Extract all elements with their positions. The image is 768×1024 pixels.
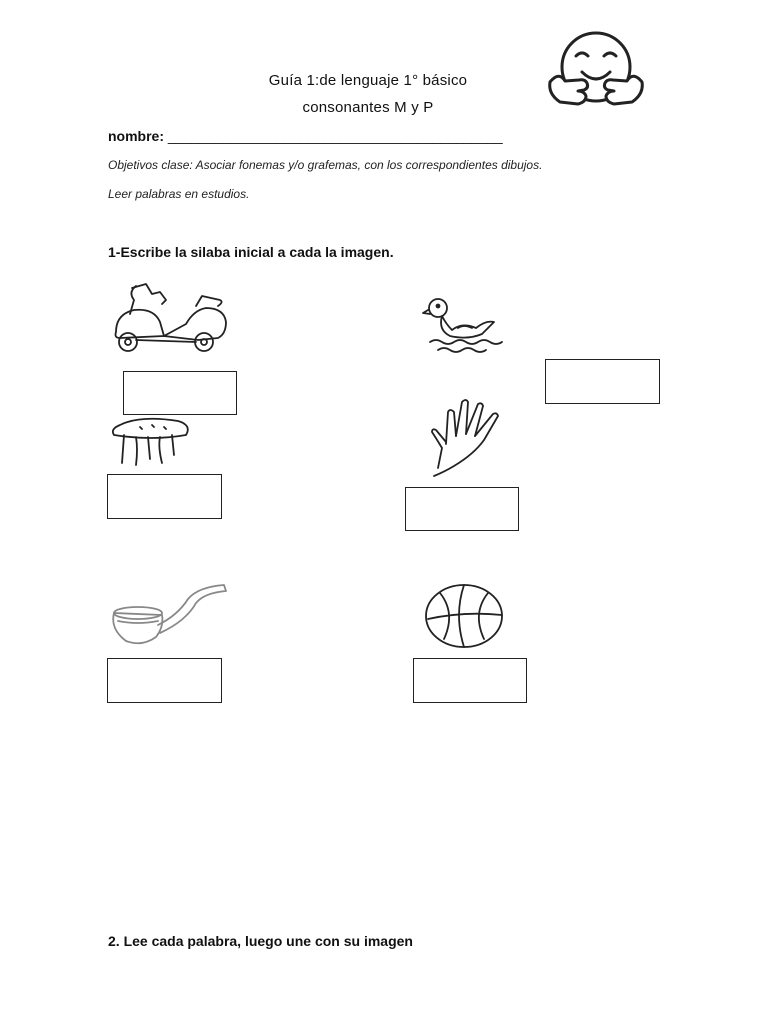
objective-text: Objetivos clase: Asociar fonemas y/o grafemas, con los correspondientes dibujos. [108, 158, 543, 172]
answer-box-duck[interactable] [545, 359, 660, 404]
answer-box-hand[interactable] [405, 487, 519, 531]
objective-text-2: Leer palabras en estudios. [108, 187, 250, 201]
scooter-icon [108, 280, 230, 360]
answer-box-scooter[interactable] [123, 371, 237, 415]
exercise1-instruction: 1-Escribe la silaba inicial a cada la imagen. [108, 244, 394, 260]
hugging-face-icon [546, 30, 646, 110]
name-label: nombre: [108, 128, 164, 144]
worksheet-subtitle: consonantes M y P [302, 99, 434, 116]
name-field-row [108, 128, 503, 144]
jellyfish-icon [110, 413, 192, 467]
name-write-line[interactable]: ___________________________________________ [167, 128, 503, 144]
worksheet-title: Guía 1:de lenguaje 1° básico [268, 72, 468, 89]
exercise2-instruction: 2. Lee cada palabra, luego une con su imagen [108, 933, 413, 949]
hand-icon [430, 400, 512, 472]
answer-box-pipe[interactable] [107, 658, 222, 703]
pipe-icon [108, 585, 232, 647]
ball-icon [424, 583, 506, 649]
answer-box-jellyfish[interactable] [107, 474, 222, 519]
answer-box-ball[interactable] [413, 658, 527, 703]
duck-icon [424, 294, 512, 354]
